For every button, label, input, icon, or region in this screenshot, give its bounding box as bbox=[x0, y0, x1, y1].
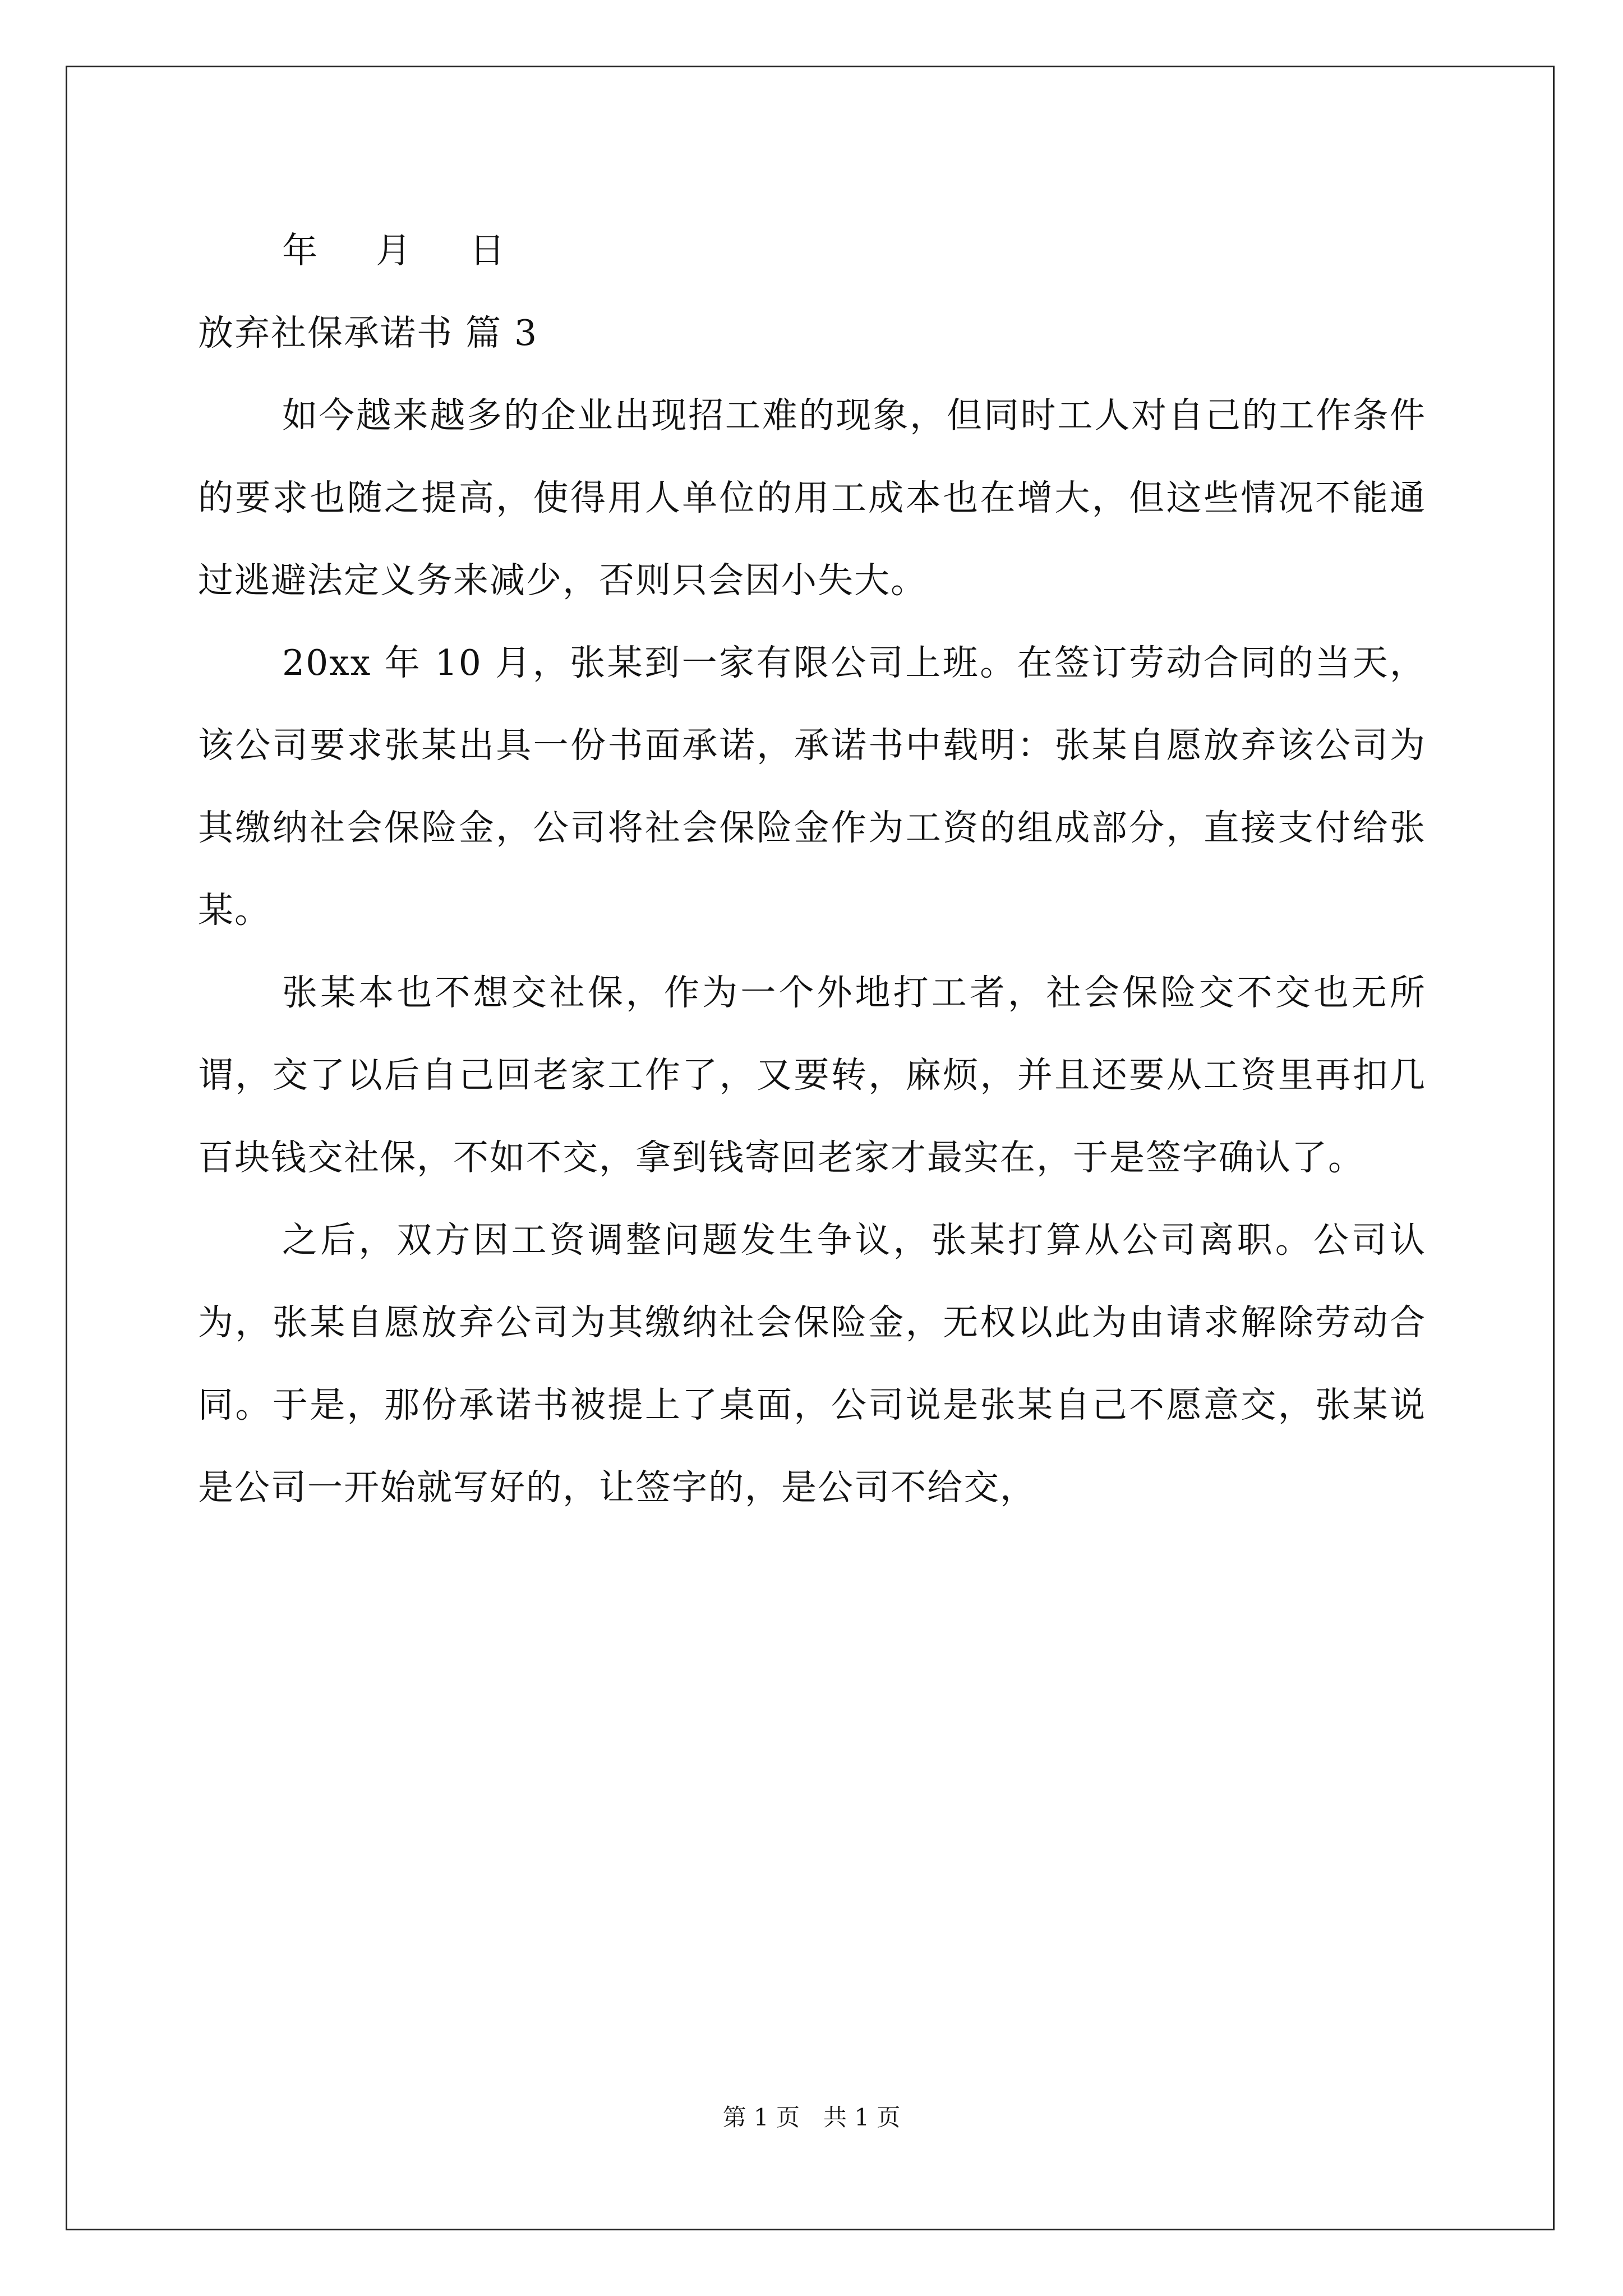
paragraph-2: 20xx 年 10 月，张某到一家有限公司上班。在签订劳动合同的当天，该公司要求张某出具一份书面承诺，承诺书中载明：张某自愿放弃该公司为其缴纳社会保险金，公司将社会保险金作为工资的组成部分，直接支付给张某。 bbox=[198, 642, 1426, 931]
date-month: 月 bbox=[376, 230, 413, 271]
section-heading: 放弃社保承诺书 篇 3 bbox=[198, 312, 538, 353]
date-day: 日 bbox=[469, 230, 506, 271]
paragraph-3: 张某本也不想交社保，作为一个外地打工者，社会保险交不交也无所谓，交了以后自己回老家工作了，又要转，麻烦，并且还要从工资里再扣几百块钱交社保，不如不交，拿到钱寄回老家才最实在，于是签字确认了。 bbox=[198, 972, 1426, 1178]
date-year: 年 bbox=[282, 230, 319, 271]
document-body bbox=[198, 209, 1426, 1529]
date-line bbox=[282, 209, 1426, 292]
paragraph-4: 之后，双方因工资调整问题发生争议，张某打算从公司离职。公司认为，张某自愿放弃公司为其缴纳社会保险金，无权以此为由请求解除劳动合同。于是，那份承诺书被提上了桌面，公司说是张某自己不愿意交，张某说是公司一开始就写好的，让签字的，是公司不给交， bbox=[198, 1220, 1426, 1508]
page-footer: 第 1 页 共 1 页 bbox=[722, 2104, 901, 2131]
paragraph-1: 如今越来越多的企业出现招工难的现象，但同时工人对自己的工作条件的要求也随之提高，使得用人单位的用工成本也在增大，但这些情况不能通过逃避法定义务来减少，否则只会因小失大。 bbox=[198, 395, 1426, 601]
